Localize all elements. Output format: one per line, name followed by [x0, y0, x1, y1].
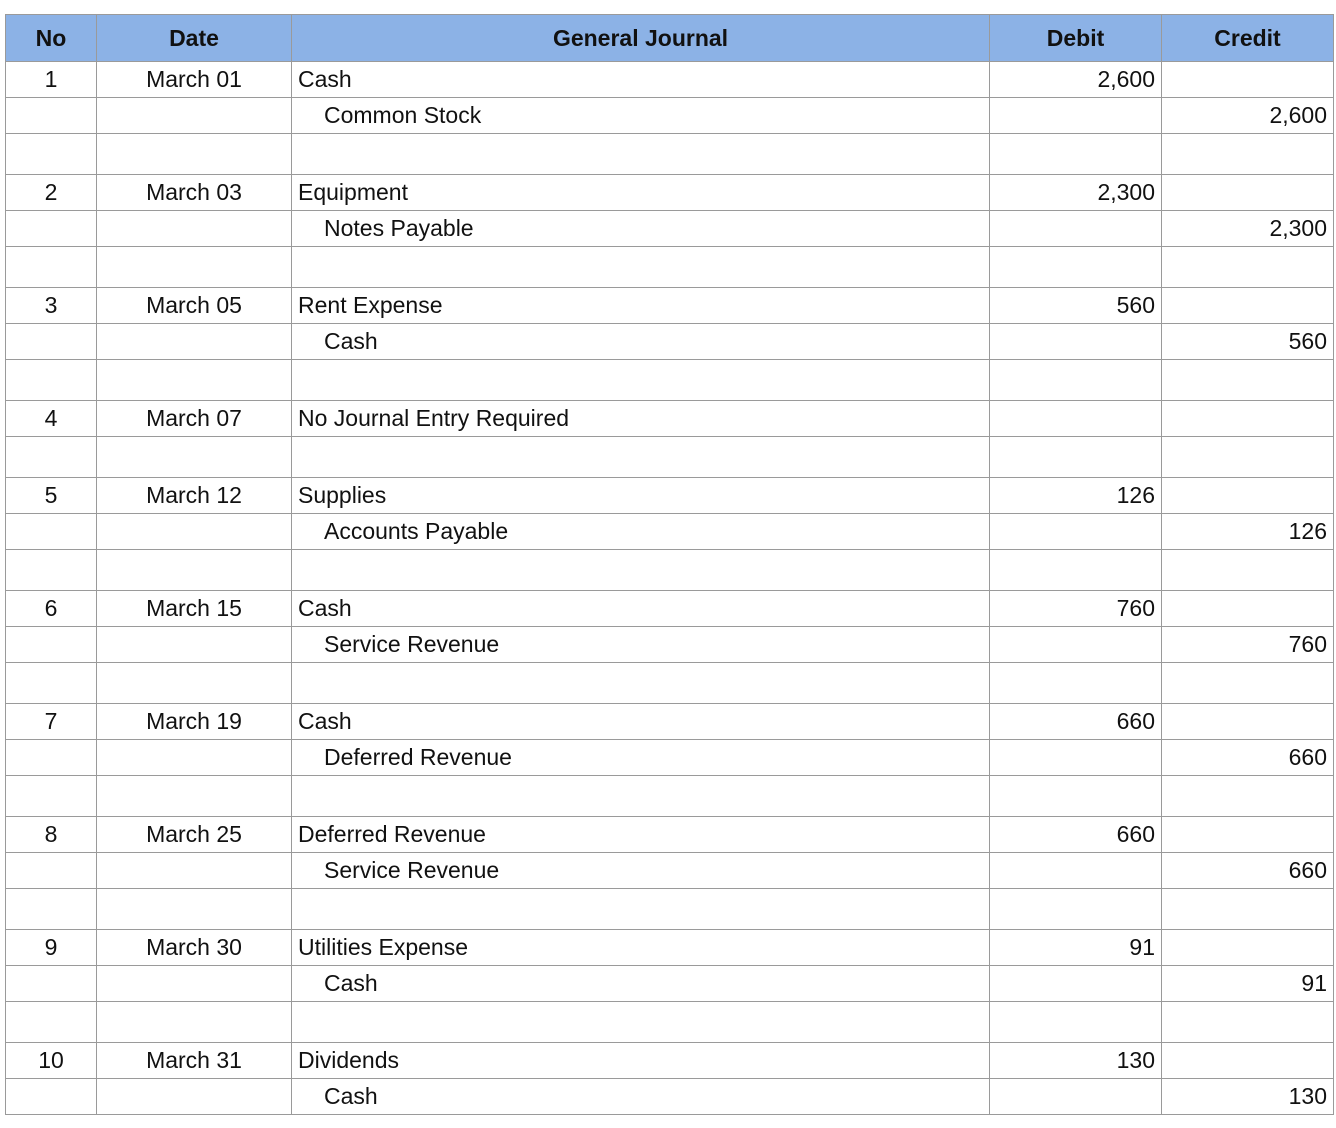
empty-cell [97, 663, 292, 704]
credit-account: Cash [292, 966, 990, 1002]
entry-number: 2 [6, 175, 97, 211]
empty-cell [97, 437, 292, 478]
header-general-journal: General Journal [292, 15, 990, 62]
entry-date: March 01 [97, 62, 292, 98]
entry-number-empty [6, 966, 97, 1002]
entry-date-empty [97, 740, 292, 776]
entry-date-empty [97, 98, 292, 134]
credit-amount-empty [1162, 175, 1334, 211]
journal-entry-credit-row [6, 627, 1334, 663]
debit-amount [990, 401, 1162, 437]
entry-date-empty [97, 211, 292, 247]
entry-number: 5 [6, 478, 97, 514]
journal-entry-credit-row [6, 1079, 1334, 1115]
journal-entry-debit-row [6, 704, 1334, 740]
credit-account: Deferred Revenue [292, 740, 990, 776]
general-journal-table [5, 14, 1334, 1115]
credit-amount-empty [1162, 1043, 1334, 1079]
debit-amount: 2,300 [990, 175, 1162, 211]
entry-date-empty [97, 627, 292, 663]
journal-entry-credit-row [6, 324, 1334, 360]
entry-date-empty [97, 966, 292, 1002]
empty-cell [6, 134, 97, 175]
empty-cell [292, 889, 990, 930]
entry-date: March 12 [97, 478, 292, 514]
spacer-row [6, 889, 1334, 930]
debit-amount: 2,600 [990, 62, 1162, 98]
entry-number: 9 [6, 930, 97, 966]
credit-amount: 126 [1162, 514, 1334, 550]
debit-amount: 660 [990, 704, 1162, 740]
empty-cell [292, 550, 990, 591]
entry-number-empty [6, 627, 97, 663]
entry-date: March 31 [97, 1043, 292, 1079]
empty-cell [990, 1002, 1162, 1043]
empty-cell [6, 663, 97, 704]
entry-number: 6 [6, 591, 97, 627]
journal-entry-debit-row [6, 817, 1334, 853]
credit-amount: 760 [1162, 627, 1334, 663]
credit-account: Cash [292, 324, 990, 360]
entry-number: 1 [6, 62, 97, 98]
debit-amount-empty [990, 740, 1162, 776]
header-debit: Debit [990, 15, 1162, 62]
empty-cell [1162, 247, 1334, 288]
debit-amount-empty [990, 966, 1162, 1002]
debit-account: No Journal Entry Required [292, 401, 990, 437]
empty-cell [990, 247, 1162, 288]
debit-amount: 130 [990, 1043, 1162, 1079]
journal-entry-debit-row [6, 175, 1334, 211]
entry-number-empty [6, 514, 97, 550]
debit-amount: 560 [990, 288, 1162, 324]
empty-cell [97, 360, 292, 401]
entry-date-empty [97, 1079, 292, 1115]
debit-amount-empty [990, 514, 1162, 550]
entry-number: 8 [6, 817, 97, 853]
debit-amount: 126 [990, 478, 1162, 514]
debit-amount-empty [990, 627, 1162, 663]
debit-amount-empty [990, 98, 1162, 134]
debit-account: Deferred Revenue [292, 817, 990, 853]
header-credit: Credit [1162, 15, 1334, 62]
entry-date: March 15 [97, 591, 292, 627]
empty-cell [292, 437, 990, 478]
debit-account: Supplies [292, 478, 990, 514]
spacer-row [6, 550, 1334, 591]
entry-date: March 19 [97, 704, 292, 740]
credit-amount-empty [1162, 591, 1334, 627]
entry-date: March 07 [97, 401, 292, 437]
empty-cell [1162, 437, 1334, 478]
empty-cell [1162, 134, 1334, 175]
debit-account: Utilities Expense [292, 930, 990, 966]
entry-date-empty [97, 324, 292, 360]
journal-entry-credit-row [6, 853, 1334, 889]
credit-amount: 2,600 [1162, 98, 1334, 134]
empty-cell [97, 247, 292, 288]
debit-account: Cash [292, 704, 990, 740]
journal-entry-debit-row [6, 1043, 1334, 1079]
credit-amount: 130 [1162, 1079, 1334, 1115]
credit-amount-empty [1162, 930, 1334, 966]
entry-number: 3 [6, 288, 97, 324]
journal-entry-credit-row [6, 211, 1334, 247]
empty-cell [6, 776, 97, 817]
empty-cell [990, 360, 1162, 401]
spacer-row [6, 663, 1334, 704]
entry-date: March 05 [97, 288, 292, 324]
empty-cell [1162, 550, 1334, 591]
debit-amount: 91 [990, 930, 1162, 966]
credit-account: Service Revenue [292, 853, 990, 889]
credit-amount-empty [1162, 478, 1334, 514]
empty-cell [990, 889, 1162, 930]
journal-entry-credit-row [6, 514, 1334, 550]
debit-account: Equipment [292, 175, 990, 211]
header-no: No [6, 15, 97, 62]
journal-entry-debit-row [6, 62, 1334, 98]
credit-amount: 660 [1162, 853, 1334, 889]
empty-cell [1162, 360, 1334, 401]
credit-account: Service Revenue [292, 627, 990, 663]
empty-cell [6, 360, 97, 401]
journal-entry-debit-row [6, 478, 1334, 514]
empty-cell [1162, 889, 1334, 930]
empty-cell [292, 663, 990, 704]
credit-amount-empty [1162, 288, 1334, 324]
header-date: Date [97, 15, 292, 62]
empty-cell [292, 247, 990, 288]
credit-amount: 2,300 [1162, 211, 1334, 247]
journal-entry-debit-row [6, 288, 1334, 324]
empty-cell [6, 550, 97, 591]
empty-cell [97, 1002, 292, 1043]
entry-number-empty [6, 853, 97, 889]
empty-cell [97, 550, 292, 591]
empty-cell [990, 437, 1162, 478]
credit-amount: 660 [1162, 740, 1334, 776]
empty-cell [97, 134, 292, 175]
debit-amount: 760 [990, 591, 1162, 627]
debit-account: Cash [292, 591, 990, 627]
entry-number: 10 [6, 1043, 97, 1079]
spacer-row [6, 1002, 1334, 1043]
entry-number: 7 [6, 704, 97, 740]
empty-cell [97, 776, 292, 817]
credit-account: Cash [292, 1079, 990, 1115]
credit-amount-empty [1162, 817, 1334, 853]
empty-cell [6, 1002, 97, 1043]
empty-cell [990, 663, 1162, 704]
entry-date: March 03 [97, 175, 292, 211]
journal-entry-debit-row [6, 401, 1334, 437]
debit-account: Cash [292, 62, 990, 98]
debit-account: Dividends [292, 1043, 990, 1079]
debit-amount-empty [990, 324, 1162, 360]
credit-amount-empty [1162, 62, 1334, 98]
spacer-row [6, 776, 1334, 817]
credit-account: Accounts Payable [292, 514, 990, 550]
journal-entry-debit-row [6, 930, 1334, 966]
empty-cell [990, 134, 1162, 175]
entry-number: 4 [6, 401, 97, 437]
entry-number-empty [6, 1079, 97, 1115]
entry-date: March 30 [97, 930, 292, 966]
credit-amount-empty [1162, 401, 1334, 437]
empty-cell [990, 776, 1162, 817]
entry-date-empty [97, 514, 292, 550]
debit-account: Rent Expense [292, 288, 990, 324]
journal-entry-credit-row [6, 740, 1334, 776]
empty-cell [292, 360, 990, 401]
entry-number-empty [6, 211, 97, 247]
entry-number-empty [6, 740, 97, 776]
spacer-row [6, 134, 1334, 175]
empty-cell [1162, 776, 1334, 817]
journal-entry-credit-row [6, 98, 1334, 134]
journal-entry-debit-row [6, 591, 1334, 627]
credit-amount-empty [1162, 704, 1334, 740]
empty-cell [6, 437, 97, 478]
entry-date: March 25 [97, 817, 292, 853]
debit-amount: 660 [990, 817, 1162, 853]
empty-cell [6, 247, 97, 288]
spacer-row [6, 437, 1334, 478]
credit-account: Common Stock [292, 98, 990, 134]
spacer-row [6, 247, 1334, 288]
empty-cell [1162, 663, 1334, 704]
entry-number-empty [6, 324, 97, 360]
entry-number-empty [6, 98, 97, 134]
empty-cell [292, 1002, 990, 1043]
empty-cell [292, 134, 990, 175]
journal-entry-credit-row [6, 966, 1334, 1002]
header-row [6, 15, 1334, 62]
spacer-row [6, 360, 1334, 401]
empty-cell [990, 550, 1162, 591]
credit-amount: 91 [1162, 966, 1334, 1002]
credit-account: Notes Payable [292, 211, 990, 247]
credit-amount: 560 [1162, 324, 1334, 360]
empty-cell [97, 889, 292, 930]
entry-date-empty [97, 853, 292, 889]
empty-cell [292, 776, 990, 817]
debit-amount-empty [990, 853, 1162, 889]
empty-cell [1162, 1002, 1334, 1043]
debit-amount-empty [990, 211, 1162, 247]
empty-cell [6, 889, 97, 930]
debit-amount-empty [990, 1079, 1162, 1115]
